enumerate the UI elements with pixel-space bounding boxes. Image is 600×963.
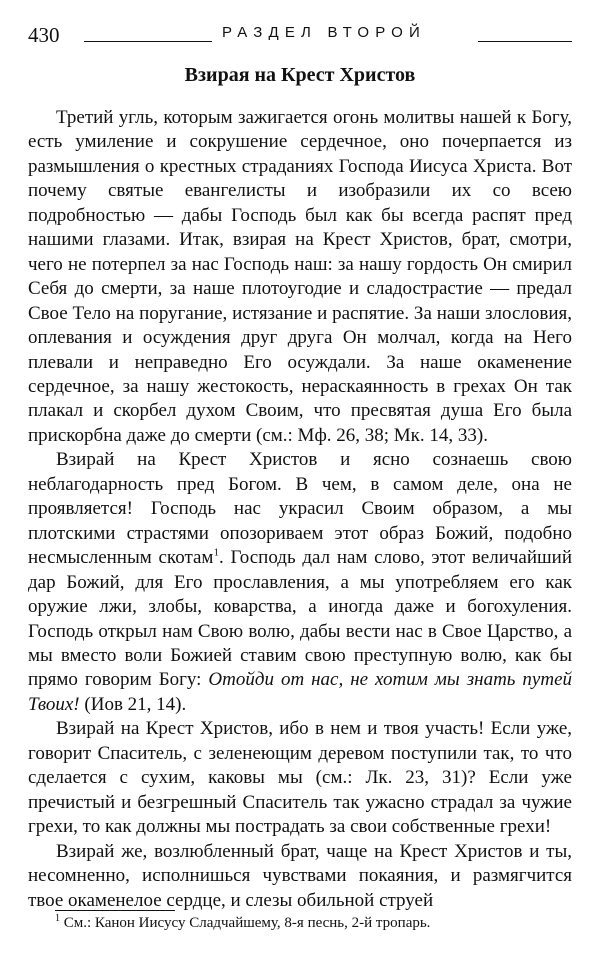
paragraph-text: Взирай же, возлюбленный брат, чаще на Крест Христов и ты, несомненно, исполнишься чувствами покаяния, и размягчится твое окаменелое сердце, и слезы обильной струей xyxy=(28,840,572,911)
scripture-quote: Отойди от нас, не хотим мы знать путей Твоих! xyxy=(28,669,573,715)
page-number: 430 xyxy=(28,23,60,47)
header-rule-right xyxy=(478,41,572,42)
paragraph-text: (Иов 21, 14). xyxy=(79,693,187,715)
body-paragraph xyxy=(28,717,572,839)
body-paragraph xyxy=(28,448,572,717)
footnote-marker: 1 xyxy=(55,913,60,924)
paragraph-text: Взирай на Крест Христов, ибо в нем и твоя участь! Если уже, говорит Спаситель, с зеленеющим деревом поступили так, то что сделается с сухим, каковы мы (см.: Лк. 23, 31)? Если уже пречистый и безгрешный Спаситель так ужасно страдал за чужие грехи, то как должны мы пострадать за свои собственные грехи! xyxy=(28,718,572,838)
footnote-reference: 1 xyxy=(213,546,219,559)
body-paragraph xyxy=(28,106,572,448)
footnote-rule xyxy=(55,910,175,911)
running-title: РАЗДЕЛ ВТОРОЙ xyxy=(222,24,426,41)
header-rule-left xyxy=(84,41,212,42)
footnote-text: См.: Канон Иисусу Сладчайшему, 8-я песнь, 2-й тропарь. xyxy=(60,915,431,931)
paragraph-text: Взирай на Крест Христов и ясно сознаешь свою неблагодарность пред Богом. В чем, в самом деле, она не проявляется! Господь нас украсил Своим образом, а мы плотскими страстями опозориваем этот образ Божий, подобно несмысленным скотам xyxy=(28,449,572,569)
page-header xyxy=(28,22,572,48)
body-paragraph xyxy=(28,840,572,913)
body-text xyxy=(28,106,572,913)
section-title: Взирая на Крест Христов xyxy=(184,64,416,86)
footnote xyxy=(55,913,572,933)
paragraph-text: Третий угль, которым зажигается огонь молитвы нашей к Богу, есть умиление и сокрушение сердечное, оно почерпается из размышления о крестных страданиях Господа Иисуса Христа. Вот почему святые евангелисты и изобразили их со всею подробностью — дабы Господь был как бы всегда распят пред нашими глазами. Итак, взирая на Крест Христов, брат, смотри, чего не потерпел за нас Господь наш: за нашу гордость Он смирил Себя до смерти, за наше плотоугодие и сладострастие — предал Свое Тело на поругание, истязание и распятие. За наши злословия, оплевания и осуждения друг друга Он молчал, когда на Него плевали и неправедно Его осуждали. За наше окаменение сердечное, за нашу жестокость, нераскаянность в грехах Он так плакал и скорбел духом Своим, что пресвятая душа Его была прискорбна даже до смерти (см.: Мф. 26, 38; Мк. 14, 33). xyxy=(28,107,572,446)
paragraph-text: . Господь дал нам слово, этот величайший дар Божий, для Его прославления, а мы употребляем его как оружие лжи, злобы, коварства, а иногда даже и богохуления. Господь открыл нам Свою волю, дабы вести нас в Свое Царство, а мы вместо воли Божией ставим свою преступную волю, как бы прямо говорим Богу: xyxy=(28,547,572,691)
